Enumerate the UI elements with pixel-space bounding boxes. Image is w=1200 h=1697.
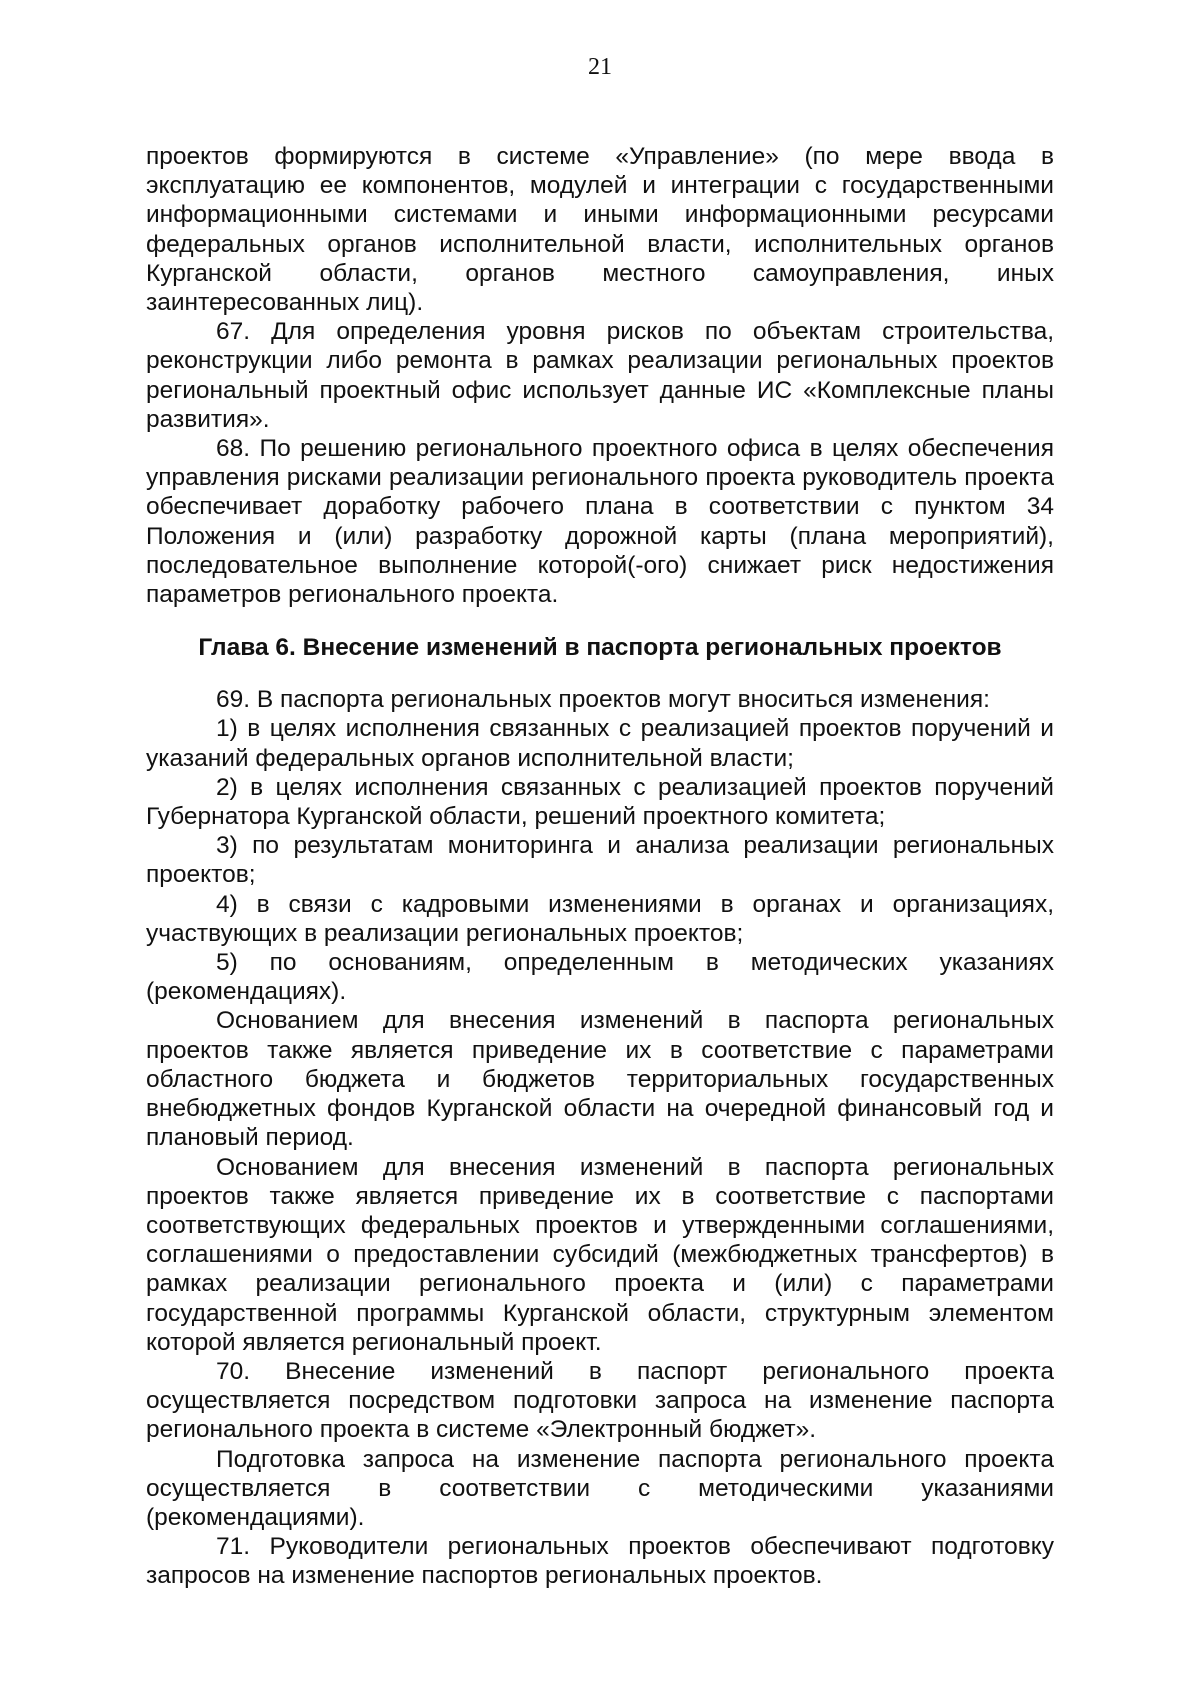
list-item-1: 1) в целях исполнения связанных с реализацией проектов поручений и указаний федеральных органов исполнительной власти; [146, 715, 1054, 772]
page-number: 21 [588, 54, 612, 80]
list-item-4: 4) в связи с кадровыми изменениями в органах и организациях, участвующих в реализации региональных проектов; [146, 890, 1054, 947]
paragraph-69: 69. В паспорта региональных проектов могут вноситься изменения: [216, 686, 990, 714]
paragraph-67: 67. Для определения уровня рисков по объектам строительства, реконструкции либо ремонта в рамках реализации региональных проектов региональный проектный офис использует данные ИС «Комплексные планы развития». [146, 318, 1054, 433]
list-item-5: 5) по основаниям, определенным в методических указаниях (рекомендациях). [146, 949, 1054, 1006]
paragraph-70: 70. Внесение изменений в паспорт регионального проекта осуществляется посредством подготовки запроса на изменение паспорта регионального проекта в системе «Электронный бюджет». [146, 1357, 1054, 1444]
paragraph-71: 71. Руководители региональных проектов обеспечивают подготовку запросов на изменение паспортов региональных проектов. [146, 1533, 1054, 1590]
list-item-2: 2) в целях исполнения связанных с реализацией проектов поручений Губернатора Курганской области, решений проектного комитета; [146, 773, 1054, 831]
paragraph-basis-budget: Основанием для внесения изменений в паспорта региональных проектов также является приведение их в соответствие с параметрами областного бюджета и бюджетов территориальных государственных внебюджетных фондов Курганской области на очередной финансовый год и плановый период. [146, 1007, 1054, 1152]
chapter-heading: Глава 6. Внесение изменений в паспорта региональных проектов [198, 634, 1002, 662]
paragraph-continuation: проектов формируются в системе «Управление» (по мере ввода в эксплуатацию ее компонентов, модулей и интеграции с государственными информационными системами и иными информационными ресурсами федеральных органов исполнительной власти, исполнительных органов Курганской области, органов местного самоуправления, иных заинтересованных лиц). [146, 143, 1054, 317]
list-item-3: 3) по результатам мониторинга и анализа реализации региональных проектов; [146, 832, 1054, 889]
document-body [146, 142, 1054, 1591]
paragraph-basis-passports: Основанием для внесения изменений в паспорта региональных проектов также является приведение их в соответствие с паспортами соответствующих федеральных проектов и утвержденными соглашениями, соглашениями о предоставлении субсидий (межбюджетных трансфертов) в рамках реализации регионального проекта и (или) с параметрами государственной программы Курганской области, структурным элементом которой является региональный проект. [146, 1153, 1054, 1356]
paragraph-request-preparation: Подготовка запроса на изменение паспорта регионального проекта осуществляется в соответствии с методическими указаниями (рекомендациями). [146, 1445, 1054, 1531]
paragraph-68: 68. По решению регионального проектного офиса в целях обеспечения управления рисками реализации регионального проекта руководитель проекта обеспечивает доработку рабочего плана в соответствии с пунктом 34 Положения и (или) разработку дорожной карты (плана мероприятий), последовательное выполнение которой(-ого) снижает риск недостижения параметров регионального проекта. [146, 435, 1054, 609]
